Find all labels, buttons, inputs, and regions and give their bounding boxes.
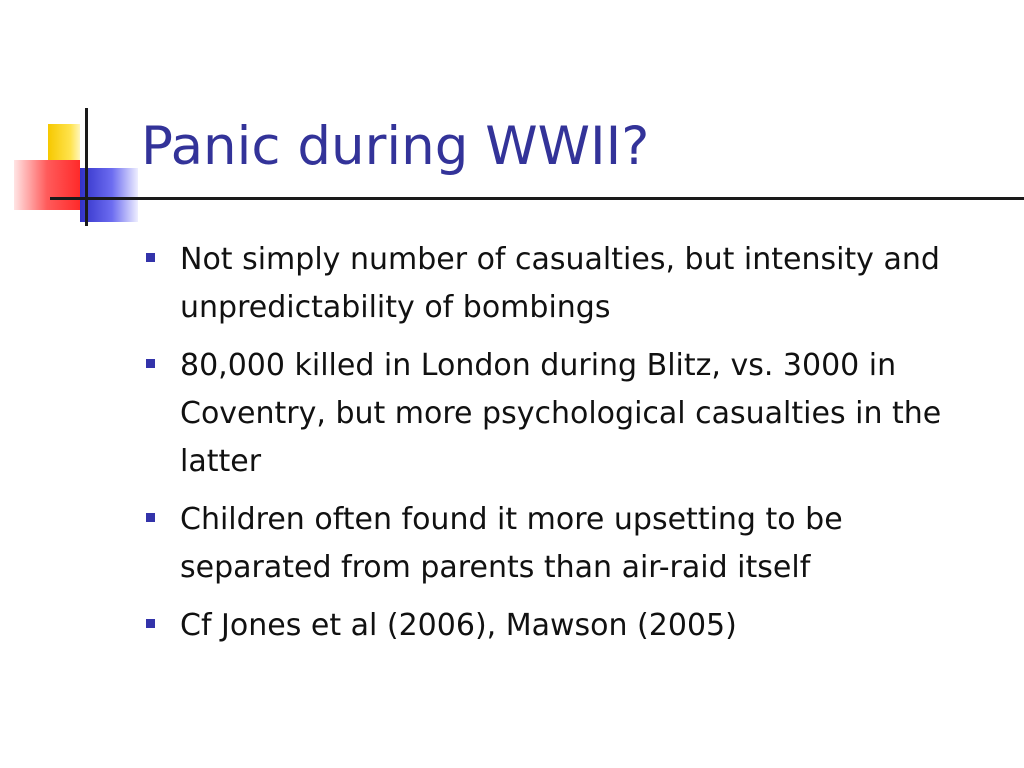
square-bullet-icon	[146, 513, 155, 522]
square-bullet-icon	[146, 619, 155, 628]
bullet-item	[140, 342, 1000, 486]
bullet-item	[140, 602, 1000, 650]
red-square	[14, 160, 80, 210]
bullet-text: Not simply number of casualties, but intensity and unpredictability of bombings	[180, 242, 940, 325]
decorative-logo	[0, 0, 150, 240]
bullet-item	[140, 236, 1000, 332]
square-bullet-icon	[146, 359, 155, 368]
title-underline	[50, 197, 1024, 200]
vertical-rule	[85, 108, 88, 226]
blue-square	[80, 168, 138, 222]
bullet-text: 80,000 killed in London during Blitz, vs. 3000 in Coventry, but more psychological casualties in the latter	[180, 348, 942, 479]
slide-title: Panic during WWII?	[141, 116, 650, 177]
square-bullet-icon	[146, 253, 155, 262]
bullet-text: Children often found it more upsetting to be separated from parents than air-raid itself	[180, 502, 843, 585]
yellow-square	[48, 124, 80, 164]
bullet-text: Cf Jones et al (2006), Mawson (2005)	[180, 608, 737, 643]
bullet-list	[140, 236, 1000, 660]
bullet-item	[140, 496, 1000, 592]
